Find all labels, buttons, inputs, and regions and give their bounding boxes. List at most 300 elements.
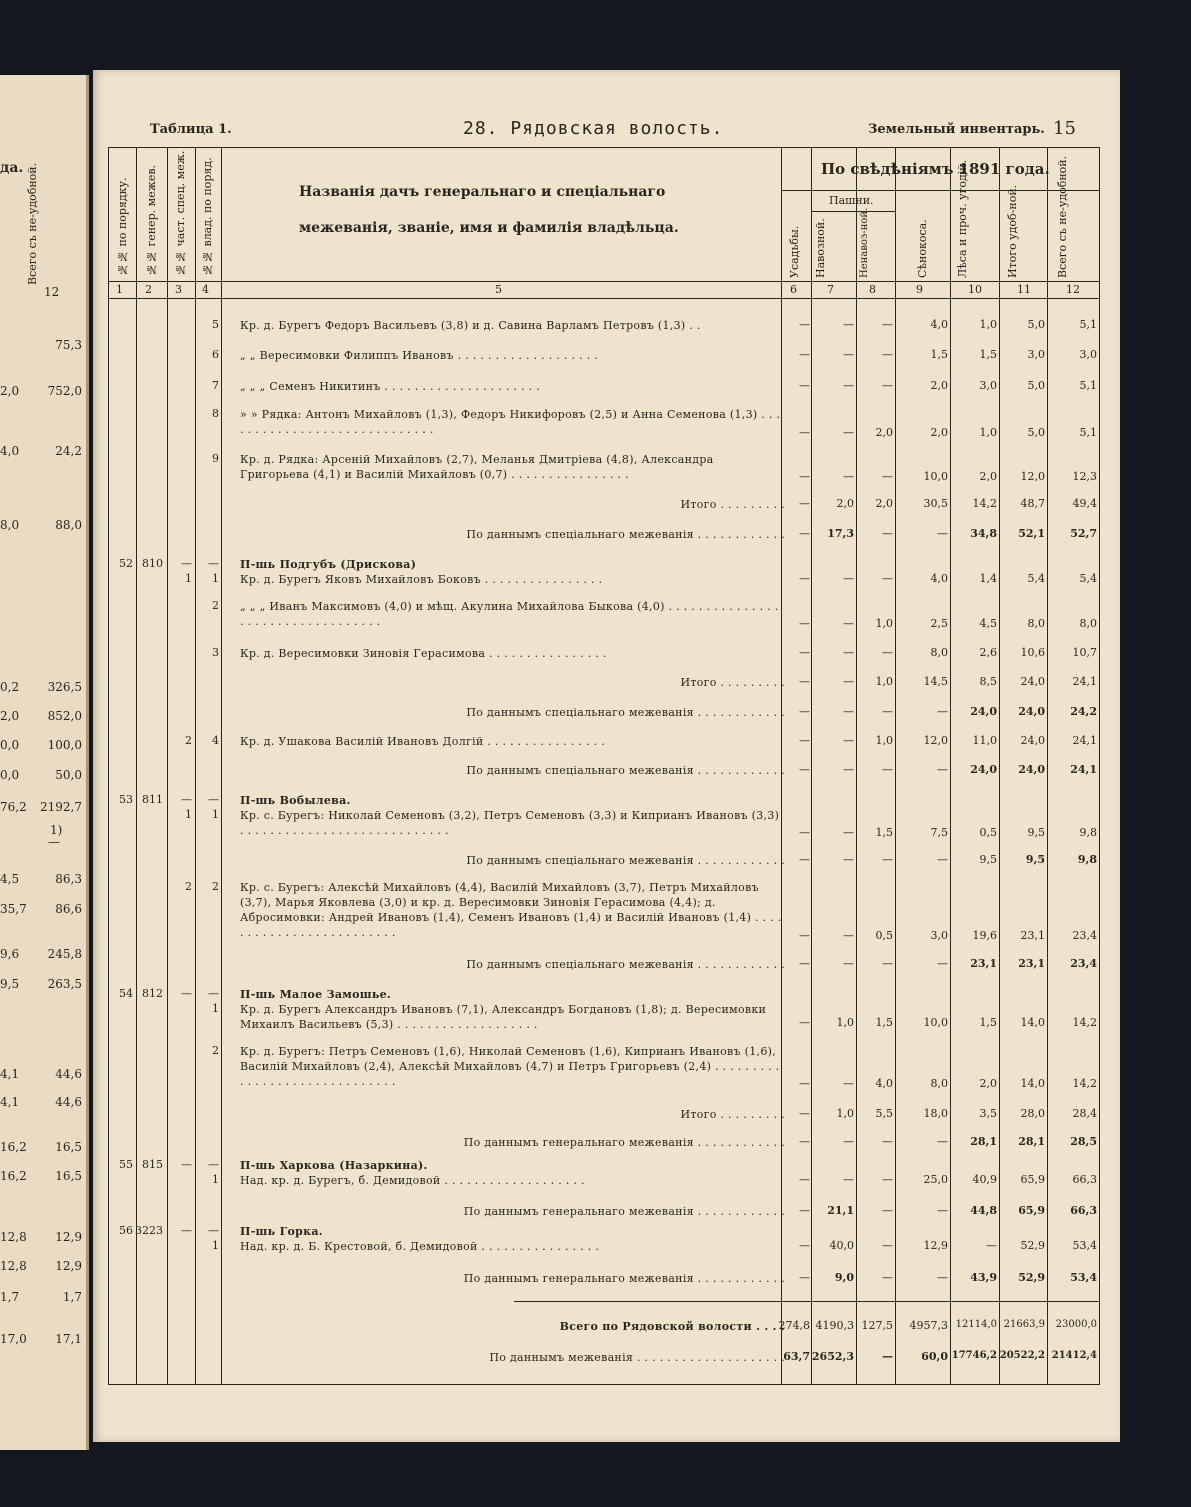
row-value: — <box>843 763 854 776</box>
column-number: 1 <box>116 283 123 296</box>
row-value: 23,1 <box>1018 957 1045 970</box>
row-description: По даннымъ генеральнаго межеванія . . . . . . . . . . . . <box>463 1272 785 1285</box>
row-value: 24,0 <box>1018 763 1045 776</box>
left-value-b: 245,8 <box>47 947 82 961</box>
left-fragment-header: да. <box>0 160 24 176</box>
left-value-b: 326,5 <box>47 680 82 694</box>
row-value: 5,0 <box>1027 318 1045 331</box>
row-value: 40,9 <box>972 1173 997 1186</box>
row-value: — <box>882 763 893 776</box>
row-value: 63,7 <box>783 1350 810 1363</box>
row-value: — <box>882 646 893 659</box>
row-index-c4: 1 <box>212 1173 219 1186</box>
row-value: 5,0 <box>1027 379 1045 392</box>
row-index-c3: — <box>181 1224 192 1237</box>
row-value: 1,0 <box>875 734 893 747</box>
row-value: — <box>799 1239 810 1252</box>
row-index-c1: 54 <box>119 987 133 1000</box>
row-value: 2,0 <box>979 1077 997 1090</box>
row-value: — <box>882 853 893 866</box>
row-description: „ „ Вересимовки Филиппъ Ивановъ . . . . . . . . . . . . . . . . . . . <box>240 349 599 362</box>
row-value: 5,1 <box>1079 318 1097 331</box>
row-value: — <box>843 853 854 866</box>
left-value-b: 852,0 <box>47 709 82 723</box>
row-description: По даннымъ спеціальнаго межеванія . . . . . . . . . . . . <box>466 706 785 719</box>
row-value: 8,0 <box>1079 617 1097 630</box>
row-value: — <box>882 1173 893 1186</box>
row-value: 48,7 <box>1020 497 1045 510</box>
row-value: — <box>843 929 854 942</box>
row-value: — <box>799 379 810 392</box>
row-value: 2,0 <box>930 379 948 392</box>
row-value: 12,0 <box>1020 470 1045 483</box>
row-index-c1: 56 <box>119 1224 133 1237</box>
row-value: 8,0 <box>1027 617 1045 630</box>
left-value-a: 9,6 <box>0 947 20 961</box>
row-value: — <box>843 957 854 970</box>
col-header-3: №№ част. спец. меж. <box>174 150 187 276</box>
row-value: 1,0 <box>836 1107 854 1120</box>
left-value-b: 17,1 <box>55 1332 82 1346</box>
row-value: 65,9 <box>1020 1173 1045 1186</box>
row-description: Кр. д. Бурегъ: Петръ Семеновъ (1,6), Николай Семеновъ (1,6), Киприанъ Ивановъ (1,6), Василій Михайловъ (2,4), Алексѣй Михайловъ (4,7) и Петръ Григорьевъ (2,4) . . . . . . . . . . . . . . . . . . . . . . . . . . . . . . <box>240 1045 780 1088</box>
row-description: Кр. д. Ушакова Василій Ивановъ Долгій . . . . . . . . . . . . . . . . <box>240 735 606 748</box>
row-value: — <box>799 572 810 585</box>
row-index-c3: 1 <box>185 808 192 821</box>
row-description: По даннымъ спеціальнаго межеванія . . . . . . . . . . . . <box>466 854 785 867</box>
row-index-c4: 2 <box>212 599 219 612</box>
row-value: 4,0 <box>930 572 948 585</box>
row-value: 65,9 <box>1018 1204 1045 1217</box>
row-value: 1,4 <box>979 572 997 585</box>
row-value: 12,0 <box>923 734 948 747</box>
row-index-c2: 811 <box>142 793 163 806</box>
left-value-a: 16,2 <box>0 1140 27 1154</box>
row-value: — <box>882 957 893 970</box>
col-header-les: Лѣса и проч. угодій. <box>956 159 969 278</box>
row-value: — <box>799 1077 810 1090</box>
row-value: 3,0 <box>1079 348 1097 361</box>
row-index-c4: — <box>208 793 219 806</box>
row-value: — <box>799 318 810 331</box>
row-value: 24,1 <box>1072 734 1097 747</box>
left-value-b: 24,2 <box>55 444 82 458</box>
row-value: 21,1 <box>827 1204 854 1217</box>
name-header-2: межеванія, званіе, имя и фамилія владѣльца. <box>299 220 679 236</box>
row-index-c4: 1 <box>212 1002 219 1015</box>
row-description: Кр. д. Бурегъ Александръ Ивановъ (7,1), Александръ Богдановъ (1,8); д. Вересимовки Михаилъ Васильевъ (5,3) . . . . . . . . . . . . . . . . . . . <box>240 1003 767 1031</box>
row-index-c2: 3223 <box>135 1224 163 1237</box>
row-index-c4: 1 <box>212 808 219 821</box>
row-value: — <box>799 426 810 439</box>
row-value: 12,3 <box>1072 470 1097 483</box>
row-value: 2652,3 <box>811 1350 854 1363</box>
row-value: 43,9 <box>970 1271 997 1284</box>
column-number: 3 <box>175 283 182 296</box>
row-value: 3,0 <box>930 929 948 942</box>
row-value: — <box>843 1077 854 1090</box>
row-value: 3,0 <box>979 379 997 392</box>
row-value: — <box>882 1271 893 1284</box>
left-value-a: 4,0 <box>0 444 20 458</box>
row-value: 23,4 <box>1070 957 1097 970</box>
left-value-a: 0,0 <box>0 768 20 782</box>
row-value: 9,5 <box>1025 853 1045 866</box>
row-description: Итого . . . . . . . . . <box>680 1108 785 1121</box>
left-value-a: 12,8 <box>0 1259 27 1273</box>
row-description: П-шь Горка. <box>240 1225 323 1238</box>
row-index-c1: 55 <box>119 1158 133 1171</box>
row-value: 1,0 <box>875 617 893 630</box>
row-description: П-шь Харкова (Назаркина). <box>240 1159 428 1172</box>
col-header-1: №№ по порядку. <box>116 177 129 276</box>
row-value: — <box>799 826 810 839</box>
row-description: По даннымъ спеціальнаго межеванія . . . . . . . . . . . . <box>466 958 785 971</box>
left-value-b: 100,0 <box>47 738 82 752</box>
row-value: — <box>882 470 893 483</box>
row-value: 5,0 <box>1027 426 1045 439</box>
row-value: 1,5 <box>875 1016 893 1029</box>
row-description: Над. кр. д. Б. Крестовой, б. Демидовой . . . . . . . . . . . . . . . . <box>240 1240 600 1253</box>
row-value: — <box>986 1239 997 1252</box>
column-number: 6 <box>790 283 797 296</box>
row-value: 9,5 <box>1027 826 1045 839</box>
row-index-c2: 815 <box>142 1158 163 1171</box>
row-value: 3,0 <box>1027 348 1045 361</box>
row-value: 28,0 <box>1020 1107 1045 1120</box>
row-value: 10,6 <box>1020 646 1045 659</box>
row-value: 12114,0 <box>955 1319 997 1330</box>
row-index-c3: 1 <box>185 572 192 585</box>
row-value: — <box>799 1107 810 1120</box>
row-value: — <box>882 348 893 361</box>
row-value: 5,5 <box>875 1107 893 1120</box>
row-description: По даннымъ генеральнаго межеванія . . . . . . . . . . . . <box>463 1136 785 1149</box>
col-header-senokos: Сѣнокоса. <box>916 219 929 278</box>
row-value: — <box>843 426 854 439</box>
left-value-b: 75,3 <box>55 338 82 352</box>
name-header-1: Названія дачъ генеральнаго и спеціальнаго <box>299 184 666 200</box>
col-header-vsego: Всего съ не-удобной. <box>1056 155 1069 278</box>
row-value: — <box>937 957 948 970</box>
row-value: — <box>799 675 810 688</box>
row-value: 2,6 <box>979 646 997 659</box>
row-value: 5,1 <box>1079 379 1097 392</box>
row-value: 24,0 <box>1020 675 1045 688</box>
row-index-c2: 810 <box>142 557 163 570</box>
row-value: — <box>882 1350 893 1363</box>
left-value-b: 2192,7 <box>40 800 82 814</box>
row-description: Всего по Рядовской волости . . . . <box>559 1320 785 1333</box>
row-index-c4: — <box>208 987 219 1000</box>
left-value-a: 4,5 <box>0 872 20 886</box>
row-value: 28,1 <box>970 1135 997 1148</box>
row-value: 5,4 <box>1027 572 1045 585</box>
row-value: 24,0 <box>1018 705 1045 718</box>
row-value: 52,9 <box>1018 1271 1045 1284</box>
row-index-c3: — <box>181 987 192 1000</box>
row-value: 53,4 <box>1072 1239 1097 1252</box>
row-value: 28,4 <box>1072 1107 1097 1120</box>
left-value-a: 35,7 <box>0 902 27 916</box>
row-value: — <box>799 1135 810 1148</box>
left-value-a: 2,0 <box>0 384 20 398</box>
row-description: По даннымъ спеціальнаго межеванія . . . . . . . . . . . . <box>466 528 785 541</box>
section-label: Земельный инвентарь. <box>868 122 1045 137</box>
row-value: 53,4 <box>1070 1271 1097 1284</box>
row-value: 52,7 <box>1070 527 1097 540</box>
row-index-c4: 7 <box>212 379 219 392</box>
row-value: — <box>882 1239 893 1252</box>
row-value: — <box>882 705 893 718</box>
col-header-usadby: Усадьбы. <box>788 225 801 278</box>
row-value: 44,8 <box>970 1204 997 1217</box>
row-value: 20522,2 <box>999 1350 1045 1361</box>
row-value: — <box>799 497 810 510</box>
left-col-num: 12 <box>44 285 60 299</box>
row-value: — <box>799 705 810 718</box>
row-index-c4: — <box>208 557 219 570</box>
row-value: — <box>799 1204 810 1217</box>
row-index-c4: 2 <box>212 1044 219 1057</box>
row-index-c4: 1 <box>212 1239 219 1252</box>
left-value-b: 86,3 <box>55 872 82 886</box>
row-value: 2,0 <box>836 497 854 510</box>
row-index-c4: 3 <box>212 646 219 659</box>
row-value: — <box>937 1204 948 1217</box>
left-value-a: 4,1 <box>0 1067 20 1081</box>
row-value: 52,9 <box>1020 1239 1045 1252</box>
row-description: Кр. д. Рядка: Арсеній Михайловъ (2,7), Меланья Дмитріева (4,8), Александра Григорьева (4,1) и Василій Михайловъ (0,7) . . . . . . . . . . . . . . . . <box>240 453 714 481</box>
row-value: 2,0 <box>930 426 948 439</box>
row-value: 14,5 <box>923 675 948 688</box>
row-value: 0,5 <box>875 929 893 942</box>
row-value: 4957,3 <box>909 1319 948 1332</box>
row-value: 0,5 <box>979 826 997 839</box>
left-value-b: 263,5 <box>47 977 82 991</box>
row-index-c1: 52 <box>119 557 133 570</box>
column-number: 2 <box>145 283 152 296</box>
col-header-nenavoz: Ненавоз-ной. <box>859 207 870 278</box>
row-value: 1,5 <box>875 826 893 839</box>
left-value-a: 16,2 <box>0 1169 27 1183</box>
col-header-4: №№ влад. по поряд. <box>201 157 214 276</box>
col-header-pashni: Пашни. <box>829 194 874 207</box>
row-value: 49,4 <box>1072 497 1097 510</box>
row-value: 3,5 <box>979 1107 997 1120</box>
row-value: — <box>843 572 854 585</box>
row-value: — <box>843 470 854 483</box>
row-value: — <box>799 853 810 866</box>
row-description: Кр. д. Вересимовки Зиновія Герасимова . . . . . . . . . . . . . . . . <box>240 647 607 660</box>
row-value: 23,4 <box>1072 929 1097 942</box>
row-value: — <box>843 646 854 659</box>
row-value: 12,9 <box>923 1239 948 1252</box>
row-index-c2: 812 <box>142 987 163 1000</box>
row-value: 28,1 <box>1018 1135 1045 1148</box>
row-index-c3: — <box>181 793 192 806</box>
row-value: 24,1 <box>1072 675 1097 688</box>
row-index-c4: 8 <box>212 407 219 420</box>
row-value: — <box>882 527 893 540</box>
row-index-c4: — <box>208 1158 219 1171</box>
row-description: Итого . . . . . . . . . <box>680 498 785 511</box>
row-value: — <box>882 1204 893 1217</box>
row-value: — <box>843 379 854 392</box>
row-description: По даннымъ межеванія . . . . . . . . . . . . . . . . . . . . <box>489 1351 785 1364</box>
row-description: Кр. с. Бурегъ: Николай Семеновъ (3,2), Петръ Семеновъ (3,3) и Киприанъ Ивановъ (3,3) . . . . . . . . . . . . . . . . . . . . . . . . . . . . <box>240 809 780 837</box>
page-number: 15 <box>1053 118 1076 139</box>
row-value: 11,0 <box>972 734 997 747</box>
row-index-c3: — <box>181 1158 192 1171</box>
column-number: 4 <box>202 283 209 296</box>
row-value: 9,0 <box>834 1271 854 1284</box>
row-value: 21663,9 <box>1003 1319 1045 1330</box>
svod-header: По свѣдѣніямъ 1891 года. <box>821 160 1050 178</box>
row-value: 9,8 <box>1077 853 1097 866</box>
row-value: 24,0 <box>970 763 997 776</box>
row-value: — <box>843 705 854 718</box>
row-value: 10,7 <box>1072 646 1097 659</box>
column-number: 9 <box>916 283 923 296</box>
row-value: — <box>843 617 854 630</box>
row-value: 2,0 <box>875 426 893 439</box>
left-value-a: 0,2 <box>0 680 20 694</box>
left-value-b: 44,6 <box>55 1067 82 1081</box>
row-value: — <box>843 348 854 361</box>
col-header-itogo: Итого удоб-ной. <box>1006 184 1019 278</box>
row-description: П-шь Подгубъ (Дрискова) <box>240 558 417 571</box>
row-value: 5,1 <box>1079 426 1097 439</box>
row-index-c3: — <box>181 557 192 570</box>
row-index-c4: 9 <box>212 452 219 465</box>
row-value: 14,2 <box>1072 1077 1097 1090</box>
left-value-a: 17,0 <box>0 1332 27 1346</box>
left-value-b: 88,0 <box>55 518 82 532</box>
left-value-a: 4,1 <box>0 1095 20 1109</box>
row-value: — <box>799 348 810 361</box>
row-value: 66,3 <box>1072 1173 1097 1186</box>
row-value: — <box>799 470 810 483</box>
row-value: — <box>799 646 810 659</box>
row-value: — <box>843 1135 854 1148</box>
row-description: По даннымъ генеральнаго межеванія . . . . . . . . . . . . <box>463 1205 785 1218</box>
column-number: 11 <box>1017 283 1031 296</box>
left-page-fragment <box>0 75 89 1450</box>
row-value: 4190,3 <box>815 1319 854 1332</box>
left-value-b: 50,0 <box>55 768 82 782</box>
row-value: 28,5 <box>1070 1135 1097 1148</box>
column-number: 8 <box>869 283 876 296</box>
row-description: По даннымъ спеціальнаго межеванія . . . . . . . . . . . . <box>466 764 785 777</box>
row-value: 23,1 <box>970 957 997 970</box>
row-value: — <box>843 826 854 839</box>
row-description: „ „ „ Семенъ Никитинъ . . . . . . . . . . . . . . . . . . . . . <box>240 380 541 393</box>
left-value-b: 12,9 <box>55 1230 82 1244</box>
left-value-a: 76,2 <box>0 800 27 814</box>
col-header-navoz: Навозной. <box>814 218 827 278</box>
row-value: 1,0 <box>979 318 997 331</box>
row-value: 8,5 <box>979 675 997 688</box>
column-number: 10 <box>968 283 982 296</box>
left-value-b: 1,7 <box>62 1290 82 1304</box>
row-value: 19,6 <box>972 929 997 942</box>
row-value: — <box>843 675 854 688</box>
page-title: 28. Рядовская волость. <box>463 118 724 139</box>
row-value: 23,1 <box>1020 929 1045 942</box>
row-index-c3: 2 <box>185 880 192 893</box>
left-value-b: 12,9 <box>55 1259 82 1273</box>
row-value: — <box>937 1135 948 1148</box>
left-note-b: — <box>48 835 60 849</box>
row-value: 14,2 <box>1072 1016 1097 1029</box>
row-value: — <box>799 763 810 776</box>
left-value-b: 44,6 <box>55 1095 82 1109</box>
row-index-c4: — <box>208 1224 219 1237</box>
row-value: — <box>937 527 948 540</box>
row-value: 9,5 <box>979 853 997 866</box>
row-value: 21412,4 <box>1051 1350 1097 1361</box>
row-value: 1,5 <box>979 348 997 361</box>
row-index-c4: 4 <box>212 734 219 747</box>
row-value: — <box>882 1135 893 1148</box>
column-number: 12 <box>1066 283 1080 296</box>
left-value-a: 0,0 <box>0 738 20 752</box>
left-value-b: 16,5 <box>55 1169 82 1183</box>
left-value-a: 12,8 <box>0 1230 27 1244</box>
row-value: 34,8 <box>970 527 997 540</box>
left-value-a: 1,7 <box>0 1290 20 1304</box>
row-value: 274,8 <box>778 1319 810 1332</box>
row-value: 24,2 <box>1070 705 1097 718</box>
row-value: — <box>882 318 893 331</box>
row-value: 4,5 <box>979 617 997 630</box>
row-value: — <box>843 318 854 331</box>
row-value: 2,0 <box>979 470 997 483</box>
left-note-a: 1) <box>50 823 63 837</box>
row-value: 14,2 <box>972 497 997 510</box>
row-value: 2,5 <box>930 617 948 630</box>
row-description: П-шь Вобылева. <box>240 794 351 807</box>
row-index-c4: 2 <box>212 880 219 893</box>
table-frame <box>108 147 1100 1385</box>
left-value-a: 9,5 <box>0 977 20 991</box>
page <box>93 70 1120 1442</box>
left-col-header: Всего съ не-удобной. <box>26 162 39 285</box>
row-value: 7,5 <box>930 826 948 839</box>
left-value-b: 16,5 <box>55 1140 82 1154</box>
row-value: 1,5 <box>979 1016 997 1029</box>
row-value: — <box>937 853 948 866</box>
row-value: 2,0 <box>875 497 893 510</box>
row-value: 52,1 <box>1018 527 1045 540</box>
row-description: Итого . . . . . . . . . <box>680 676 785 689</box>
row-value: 24,1 <box>1070 763 1097 776</box>
row-value: — <box>882 572 893 585</box>
row-index-c4: 1 <box>212 572 219 585</box>
row-index-c1: 53 <box>119 793 133 806</box>
row-value: — <box>799 1271 810 1284</box>
row-value: — <box>843 1173 854 1186</box>
column-number: 7 <box>827 283 834 296</box>
row-value: 8,0 <box>930 646 948 659</box>
row-value: — <box>799 1173 810 1186</box>
row-value: 10,0 <box>923 470 948 483</box>
row-value: 9,8 <box>1079 826 1097 839</box>
row-description: Над. кр. д. Бурегъ, б. Демидовой . . . . . . . . . . . . . . . . . . . <box>240 1174 585 1187</box>
row-value: 23000,0 <box>1055 1319 1097 1330</box>
row-value: — <box>799 617 810 630</box>
